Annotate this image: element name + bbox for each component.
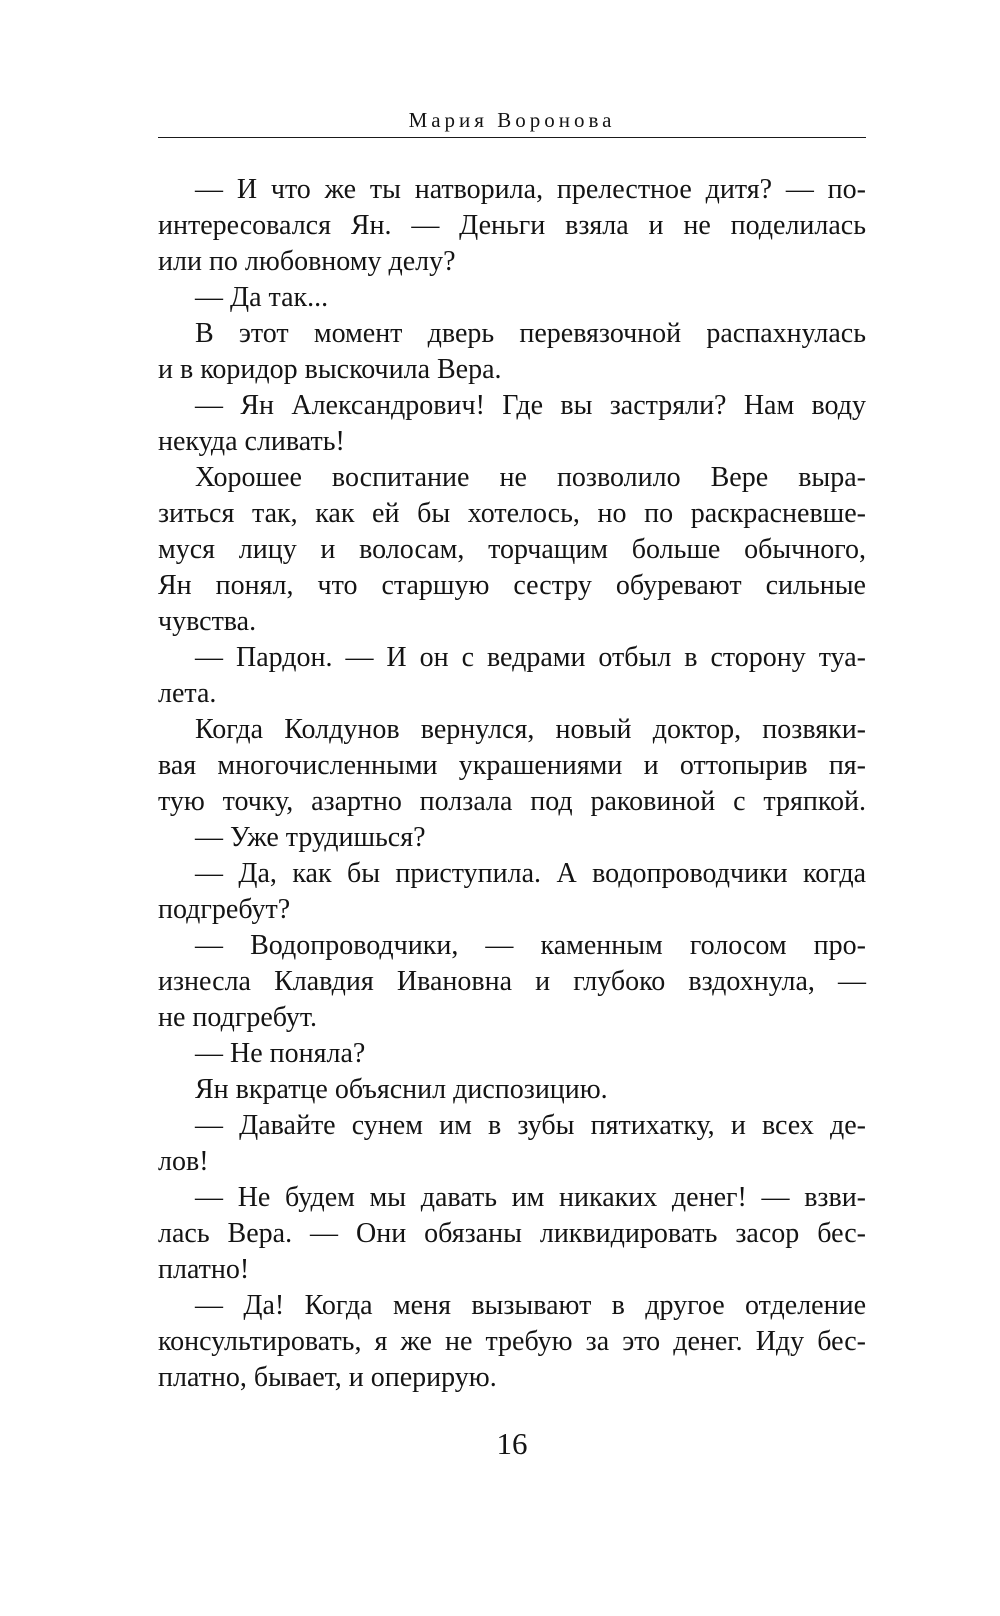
text-line: — Пардон. — И он с ведрами отбыл в сторону туа-: [195, 642, 866, 673]
text-line: тую точку, азартно ползала под раковиной с тряпкой.: [158, 786, 866, 817]
text-line: некуда сливать!: [158, 426, 345, 457]
text-line: — Не будем мы давать им никаких денег! — взви-: [195, 1182, 866, 1213]
text-line: подгребут?: [158, 894, 291, 925]
text-line: лета.: [158, 678, 217, 709]
text-line: или по любовному делу?: [158, 246, 456, 277]
text-line: не подгребут.: [158, 1002, 318, 1033]
running-head-author: Мария Воронова: [408, 108, 616, 132]
text-line: консультировать, я же не требую за это денег. Иду бес-: [158, 1326, 866, 1357]
text-line: платно!: [158, 1254, 250, 1285]
text-line: — Не поняла?: [195, 1038, 366, 1069]
text-line: и в коридор выскочила Вера.: [158, 354, 502, 385]
body-text: [158, 172, 866, 1396]
text-line: — Давайте сунем им в зубы пятихатку, и всех де-: [195, 1110, 866, 1141]
text-line: — Ян Александрович! Где вы застряли? Нам воду: [195, 390, 866, 421]
text-line: чувства.: [158, 606, 257, 637]
text-line: — Да! Когда меня вызывают в другое отделение: [195, 1290, 866, 1321]
text-line: лась Вера. — Они обязаны ликвидировать засор бес-: [158, 1218, 866, 1249]
text-line: лов!: [158, 1146, 209, 1177]
text-line: Когда Колдунов вернулся, новый доктор, позвяки-: [195, 714, 866, 745]
text-line: — Да, как бы приступила. А водопроводчики когда: [195, 858, 866, 889]
text-line: муся лицу и волосам, торчащим больше обычного,: [158, 534, 866, 565]
text-line: изнесла Клавдия Ивановна и глубоко вздохнула, —: [158, 966, 866, 997]
text-line: вая многочисленными украшениями и оттопырив пя-: [158, 750, 866, 781]
text-line: платно, бывает, и оперирую.: [158, 1362, 497, 1393]
text-line: В этот момент дверь перевязочной распахнулась: [195, 318, 866, 349]
text-line: Ян вкратце объяснил диспозицию.: [195, 1074, 608, 1105]
header-rule: [158, 137, 866, 138]
text-line: — Да так...: [195, 282, 329, 313]
page-number: 16: [496, 1426, 528, 1461]
text-line: — Уже трудишься?: [195, 822, 426, 853]
text-line: — Водопроводчики, — каменным голосом про-: [195, 930, 866, 961]
text-line: — И что же ты натворила, прелестное дитя? — по-: [195, 174, 866, 205]
text-line: Ян понял, что старшую сестру обуревают сильные: [158, 570, 866, 601]
text-line: зиться так, как ей бы хотелось, но по раскрасневше-: [158, 498, 866, 529]
text-line: интересовался Ян. — Деньги взяла и не поделилась: [158, 210, 866, 241]
text-line: Хорошее воспитание не позволило Вере выра-: [195, 462, 866, 493]
